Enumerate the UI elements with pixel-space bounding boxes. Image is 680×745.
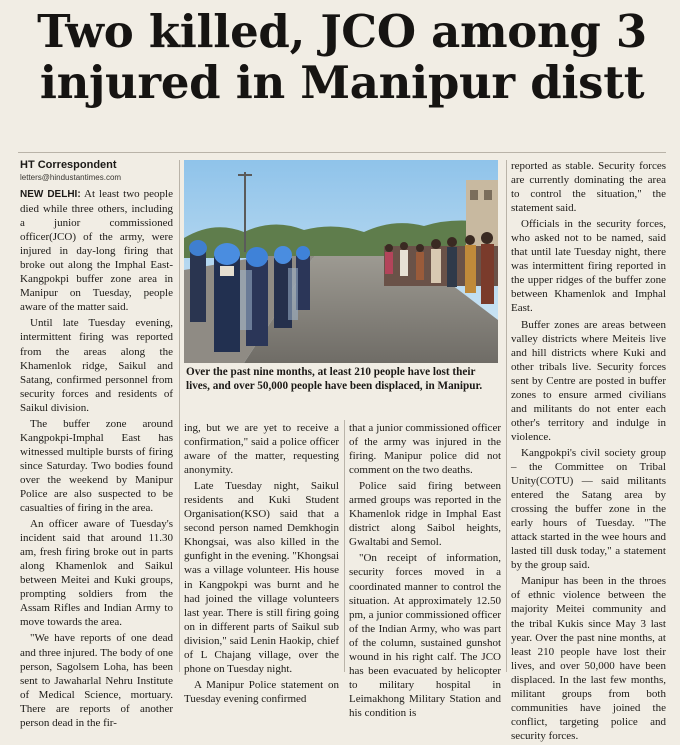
paragraph: Officials in the security forces, who asked not to be named, said that until late Tuesday night, there was intermittent firing reported in the upper ridges of the buffer zone between Khamenlok and Imphal East. (511, 218, 666, 315)
paragraph: ing, but we are yet to receive a confirmation," said a police officer aware of the matter, requesting anonymity. (184, 422, 339, 477)
article-column-4 (511, 159, 666, 745)
paragraph: reported as stable. Security forces are currently dominating the area to control the situation," the statement said. (511, 160, 666, 215)
headline (14, 6, 670, 108)
news-photo (184, 160, 498, 363)
paragraph: that a junior commissioned officer of the army was injured in the firing. Manipur police did not comment on the two deaths. (349, 422, 501, 477)
byline-email[interactable]: letters@hindustantimes.com (20, 173, 122, 182)
headline-line-1: Two killed, JCO among 3 (37, 5, 647, 58)
headline-rule (18, 152, 666, 153)
photo-image (184, 160, 498, 363)
article-column-1 (20, 159, 173, 732)
paragraph: A Manipur Police statement on Tuesday evening confirmed (184, 678, 339, 705)
article-column-3 (349, 421, 501, 722)
paragraph: "On receipt of information, security forces moved in a coordinated manner to control the situation. At approximately 12.50 pm, a junior commissioned officer of the Indian Army, who was part of the column, sustained gunshot wound in his right calf. The JCO has been evacuated by helicopter to military hospital in Leimakhong Military Station and his condition is (349, 552, 501, 719)
paragraph: Buffer zones are areas between valley districts where Meiteis live and hill districts where Kuki and other tribals live. Security forces sent by Centre are posted in buffer zones to ensure armed civilians and militants do not enter each other's territory and indulge in violence. (511, 318, 666, 443)
paragraph: Kangpokpi's civil society group – the Committee on Tribal Unity(COTU) — said militants entered the Satang area by crossing the buffer zone in the early hours of Tuesday. "The attack started in the wee hours and lasted till dusk today," a statement by the group said. (511, 446, 666, 572)
paragraph: The buffer zone around Kangpokpi-Imphal East has witnessed multiple bursts of firing since Saturday. Two bodies found over the weekend by Manipur Police are also suspected to be casualties of firing in the area. (20, 417, 173, 515)
photo-caption: Over the past nine months, at least 210 people have lost their lives, and over 50,000 people have been displaced, in Manipur. (186, 366, 483, 392)
headline-line-2: injured in Manipur distt (39, 56, 645, 109)
column-rule-2 (344, 420, 345, 672)
paragraph: Until late Tuesday evening, intermittent firing was reported from the areas along the Khamenlok ridge, Saikul and Satang, confirmed personnel from security forces and residents of Saikul division. (20, 317, 173, 414)
paragraph (20, 187, 173, 314)
paragraph: Late Tuesday night, Saikul residents and Kuki Student Organisation(KSO) said that a second person named Demkhogin Khongsai, was also killed in the gunfight in the evening. "Khongsai was a village volunteer. His house in Kangpokpi was burnt and he had joined the village volunteers last year. There is still firing going on in different parts of Saikul sub division," said Lenin Haokip, chief of L Chajang village, over the phone on Tuesday night. (184, 480, 339, 675)
paragraph: Manipur has been in the throes of ethnic violence between the majority Meitei community and the tribal Kukis since May 3 last year. Over the past nine months, at least 210 people have lost their lives, and over 50,000 have been displaced. In the last few months, militant groups from both communities have joined the conflict, targeting police and security forces. (511, 575, 666, 742)
column-rule-3 (506, 160, 507, 672)
article-column-2 (184, 421, 339, 708)
paragraph: An officer aware of Tuesday's incident said that around 11.30 am, fresh firing broke out in parts along Khamenlok and Saikul between Meitei and Kuki groups, prompting soldiers from the Assam Rifles and Indian Army to move towards the area. (20, 518, 173, 629)
column-rule-1 (179, 160, 180, 672)
dateline: NEW DELHI: (20, 189, 81, 200)
paragraph: "We have reports of one dead and three injured. The body of one person, Sagolsem Loha, has been sent to Jawaharlal Nehru Institute of Medical Science, mortuary. There are reports of another person dead in the fir- (20, 632, 173, 729)
byline-author: HT Correspondent (20, 159, 117, 171)
paragraph: Police said firing between armed groups was reported in the Khamenlok ridge in Imphal East district along Saibol heights, Gwaltabi and Semol. (349, 480, 501, 549)
paragraph-text: At least two people died while three others, including a junior commissioned officer(JCO) of the army, were injured in day-long firing that broke out along the Imphal East-Kangpokpi buffer zone area in Manipur on Tuesday, people aware of the matter said. (20, 188, 173, 314)
